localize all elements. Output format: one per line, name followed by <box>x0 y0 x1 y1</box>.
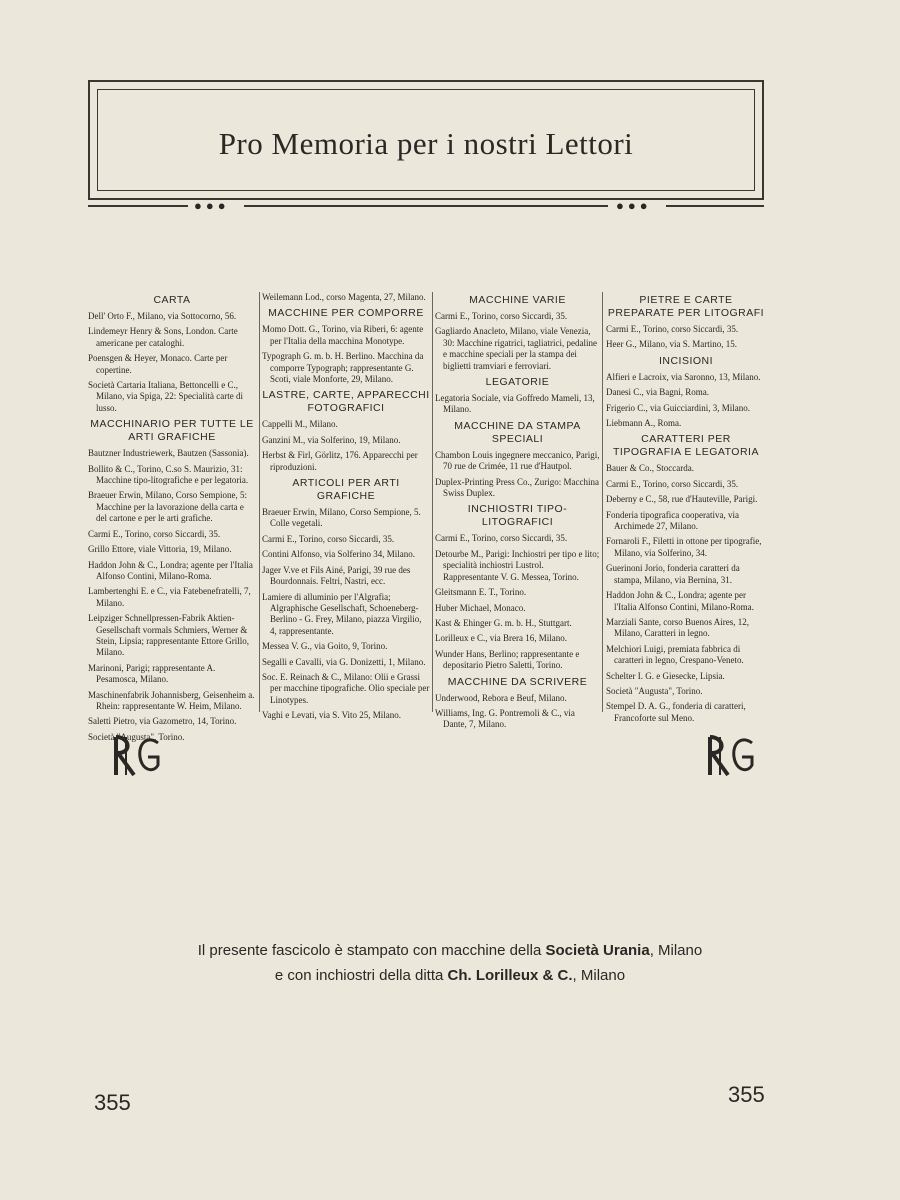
ornament-dots-right: ●●● <box>616 198 652 213</box>
monogram-logo-right <box>706 735 756 777</box>
directory-entry: Fornaroli F., Filetti in ottone per tipografie, Milano, via Solferino, 34. <box>606 536 762 558</box>
directory-entry: Haddon John & C., Londra; agente per l'Italia Alfonso Contini, Milano-Roma. <box>606 590 754 612</box>
directory-entry: Carmi E., Torino, corso Siccardi, 35. <box>435 533 568 544</box>
footer-line-2 <box>0 967 900 984</box>
directory-entry: Società "Augusta", Torino. <box>88 731 185 742</box>
column-1 <box>88 292 256 747</box>
directory-entry: Wunder Hans, Berlino; rappresentante e depositario Pietro Saletti, Torino. <box>435 648 580 671</box>
directory-entry: Underwood, Rebora e Beuf, Milano. <box>435 692 567 703</box>
footer-company: Ch. Lorilleux & C. <box>447 967 573 984</box>
column-2 <box>262 292 430 726</box>
directory-entry: Deberny e C., 58, rue d'Hauteville, Parigi. <box>606 494 758 505</box>
directory-entry: Carmi E., Torino, corso Siccardi, 35. <box>435 311 568 321</box>
directory-entry: Stempel D. A. G., fonderia di caratteri, Francoforte sul Meno. <box>606 701 746 723</box>
directory-entry: Legatoria Sociale, via Goffredo Mameli, 13, Milano. <box>435 393 595 415</box>
section-heading: MACCHINARIO PER TUTTE LE ARTI GRAFICHE <box>90 418 254 444</box>
directory-entry: Chambon Louis ingegnere meccanico, Parigi, 70 rue de Crimée, 11 rue d'Hautpol. <box>435 449 600 472</box>
directory-entry: Momo Dott. G., Torino, via Riberi, 6: agente per l'Italia della macchina Monotype. <box>262 324 424 346</box>
title-frame <box>88 80 764 200</box>
footer-text: Il presente fascicolo è stampato con macchine della <box>197 942 546 959</box>
section-heading: MACCHINE VARIE <box>469 294 566 306</box>
directory-entry: Carmi E., Torino, corso Siccardi, 35. <box>88 528 221 539</box>
footer-text: , Milano <box>572 967 626 984</box>
directory-entry: Lamiere di alluminio per l'Algrafia; Algraphische Gesellschaft, Schoeneberg-Berlino - G. Frey, Milano, piazza Virgilio, 4, rappresentante. <box>262 591 422 636</box>
title-rule <box>88 199 764 213</box>
directory-entry: Saletti Pietro, via Gazometro, 14, Torino. <box>88 716 237 727</box>
directory-entry: Cappelli M., Milano. <box>262 419 338 430</box>
section-heading: INCHIOSTRI TIPO-LITOGRAFICI <box>467 503 568 529</box>
directory-entry: Lambertenghi E. e C., via Fatebenefratelli, 7, Milano. <box>88 586 251 608</box>
directory-entry: Carmi E., Torino, corso Siccardi, 35. <box>262 533 395 544</box>
rule-segment-right <box>666 205 764 207</box>
directory-entry: Grillo Ettore, viale Vittoria, 19, Milano. <box>88 544 232 555</box>
directory-entry: Maschinenfabrik Johannisberg, Geisenheim a. Rhein: rappresentante W. Heim, Milano. <box>88 689 255 711</box>
column-divider-1 <box>259 292 260 712</box>
directory-entry: Typograph G. m. b. H. Berlino. Macchina da comporre Typograph; rappresentante G. Scoti, viale Monforte, 29, Milano. <box>262 351 424 385</box>
directory-entry: Marziali Sante, corso Buenos Aires, 12, Milano, Caratteri in legno. <box>606 616 749 639</box>
directory-entry: Haddon John & C., Londra; agente per l'Italia Alfonso Contini, Milano-Roma. <box>88 559 253 581</box>
directory-entry: Marinoni, Parigi; rappresentante A. Pesamosca, Milano. <box>88 662 216 685</box>
directory-entry: Carmi E., Torino, corso Siccardi, 35. <box>606 478 739 489</box>
directory-entry: Ganzini M., via Solferino, 19, Milano. <box>262 434 401 445</box>
directory-entry: Segalli e Cavalli, via G. Donizetti, 1, Milano. <box>262 656 426 667</box>
directory-entry: Braeuer Erwin, Milano, Corso Sempione, 5: Macchine per la lavorazione della carta e del cartone e per le arti grafiche. <box>88 490 247 524</box>
directory-entry: Liebmann A., Roma. <box>606 418 682 429</box>
directory-entry: Gleitsmann E. T., Torino. <box>435 587 527 598</box>
directory-entry: Carmi E., Torino, corso Siccardi, 35. <box>606 324 739 334</box>
directory-entry: Kast & Ehinger G. m. b. H., Stuttgart. <box>435 617 572 628</box>
section-heading: PIETRE E CARTE PREPARATE PER LITOGRAFI <box>607 294 765 319</box>
page-title: Pro Memoria per i nostri Lettori <box>218 126 634 161</box>
footer-text: e con inchiostri della ditta <box>274 967 448 984</box>
section-heading: LASTRE, CARTE, APPARECCHI FOTOGRAFICI <box>262 389 430 415</box>
directory-entry: Lindemeyr Henry & Sons, London. Carte americane per cataloghi. <box>88 326 238 348</box>
directory-entry: Guerinoni Jorio, fonderia caratteri da stampa, Milano, via Bernina, 31. <box>606 563 740 585</box>
directory-entry: Fonderia tipografica cooperativa, via Archimede 27, Milano. <box>606 509 739 532</box>
directory-entry: Soc. E. Reinach & C., Milano: Olii e Grassi per macchine tipografiche. Olio speciale per Linotypes. <box>262 671 430 705</box>
monogram-logo-left <box>112 735 162 777</box>
directory-entry: Contini Alfonso, via Solferino 34, Milano. <box>262 549 415 560</box>
section-heading: MACCHINE PER COMPORRE <box>268 307 424 320</box>
directory-entry: Heer G., Milano, via S. Martino, 15. <box>606 339 737 350</box>
directory-entry: Danesi C., via Bagni, Roma. <box>606 387 709 398</box>
footer-text: , Milano <box>649 942 703 959</box>
page-number-left: 355 <box>94 1090 131 1115</box>
directory-entry: Melchiori Luigi, premiata fabbrica di caratteri in legno, Crespano-Veneto. <box>606 643 744 666</box>
directory-entry: Poensgen & Heyer, Monaco. Carte per copertine. <box>88 353 228 375</box>
column-3 <box>435 292 600 735</box>
section-heading: LEGATORIE <box>485 376 550 389</box>
directory-entry: Braeuer Erwin, Milano, Corso Sempione, 5. Colle vegetali. <box>262 507 421 529</box>
column-divider-2 <box>432 292 433 712</box>
directory-entry: Messea V. G., via Goito, 9, Torino. <box>262 641 388 652</box>
directory-entry: Bollito & C., Torino, C.so S. Maurizio, 31: Macchine tipo-litografiche e per legatoria. <box>88 463 249 486</box>
directory-entry: Williams, Ing. G. Pontremoli & C., via Dante, 7, Milano. <box>435 707 575 730</box>
directory-entry: Bauer & Co., Stoccarda. <box>606 463 694 474</box>
directory-entry: Jager V.ve et Fils Ainé, Parigi, 39 rue des Bourdonnais. Feltri, Nastri, ecc. <box>262 564 411 587</box>
directory-entry: Dell' Orto F., Milano, via Sottocorno, 56. <box>88 311 237 321</box>
rule-segment-left <box>88 205 188 207</box>
rule-segment-center <box>244 205 608 207</box>
directory-entry: Bautzner Industriewerk, Bautzen (Sassonia). <box>88 448 249 459</box>
directory-entry: Schelter I. G. e Giesecke, Lipsia. <box>606 670 725 681</box>
directory-entry: Vaghi e Levati, via S. Vito 25, Milano. <box>262 710 402 721</box>
directory-entry: Società "Augusta", Torino. <box>606 685 703 696</box>
directory-entry: Detourbe M., Parigi: Inchiostri per tipo e lito; specialità inchiostri Lustrol. Rappresentante V. G. Messea, Torino. <box>435 548 600 582</box>
directory-entry: Leipziger Schnellpressen-Fabrik Aktien-Gesellschaft vormals Schmiers, Werner & Stein, Lipsia; rappresentante Ettore Grillo, Milano. <box>88 613 249 658</box>
ornament-dots-left: ●●● <box>194 198 230 213</box>
footer-company: Società Urania <box>545 942 650 959</box>
section-heading: MACCHINE DA STAMPA SPECIALI <box>454 419 581 445</box>
directory-entry: Duplex-Printing Press Co., Zurigo: Macchina Swiss Duplex. <box>435 476 599 499</box>
directory-entry: Herbst & Firl, Görlitz, 176. Apparecchi per riproduzioni. <box>262 450 418 472</box>
section-heading: CARATTERI PER TIPOGRAFIA E LEGATORIA <box>613 433 759 459</box>
directory-entry: Frigerio C., via Guicciardini, 3, Milano. <box>606 402 750 413</box>
directory-entry: Gagliardo Anacleto, Milano, viale Venezia, 30: Macchine rigatrici, tagliatrici, pedaline e macchine speciali per la stampa dei biglietti tramviari e ferroviari. <box>435 326 597 371</box>
directory-entry: Società Cartaria Italiana, Bettoncelli e C., Milano, via Spiga, 22: Specialità carte di lusso. <box>88 380 243 413</box>
footer-line-1 <box>0 942 900 959</box>
section-heading: ARTICOLI PER ARTI GRAFICHE <box>292 477 400 503</box>
column-4 <box>606 292 766 728</box>
section-heading: MACCHINE DA SCRIVERE <box>447 675 588 688</box>
directory-entry: Lorilleux e C., via Brera 16, Milano. <box>435 633 567 644</box>
directory-entry: Alfieri e Lacroix, via Saronno, 13, Milano. <box>606 371 761 382</box>
section-heading: CARTA <box>153 294 191 306</box>
directory-entry: Weilemann Lod., corso Magenta, 27, Milano. <box>262 292 426 302</box>
page-number-right: 355 <box>728 1082 765 1107</box>
section-heading: INCISIONI <box>658 354 714 367</box>
directory-entry: Huber Michael, Monaco. <box>435 602 526 613</box>
column-divider-3 <box>602 292 603 712</box>
